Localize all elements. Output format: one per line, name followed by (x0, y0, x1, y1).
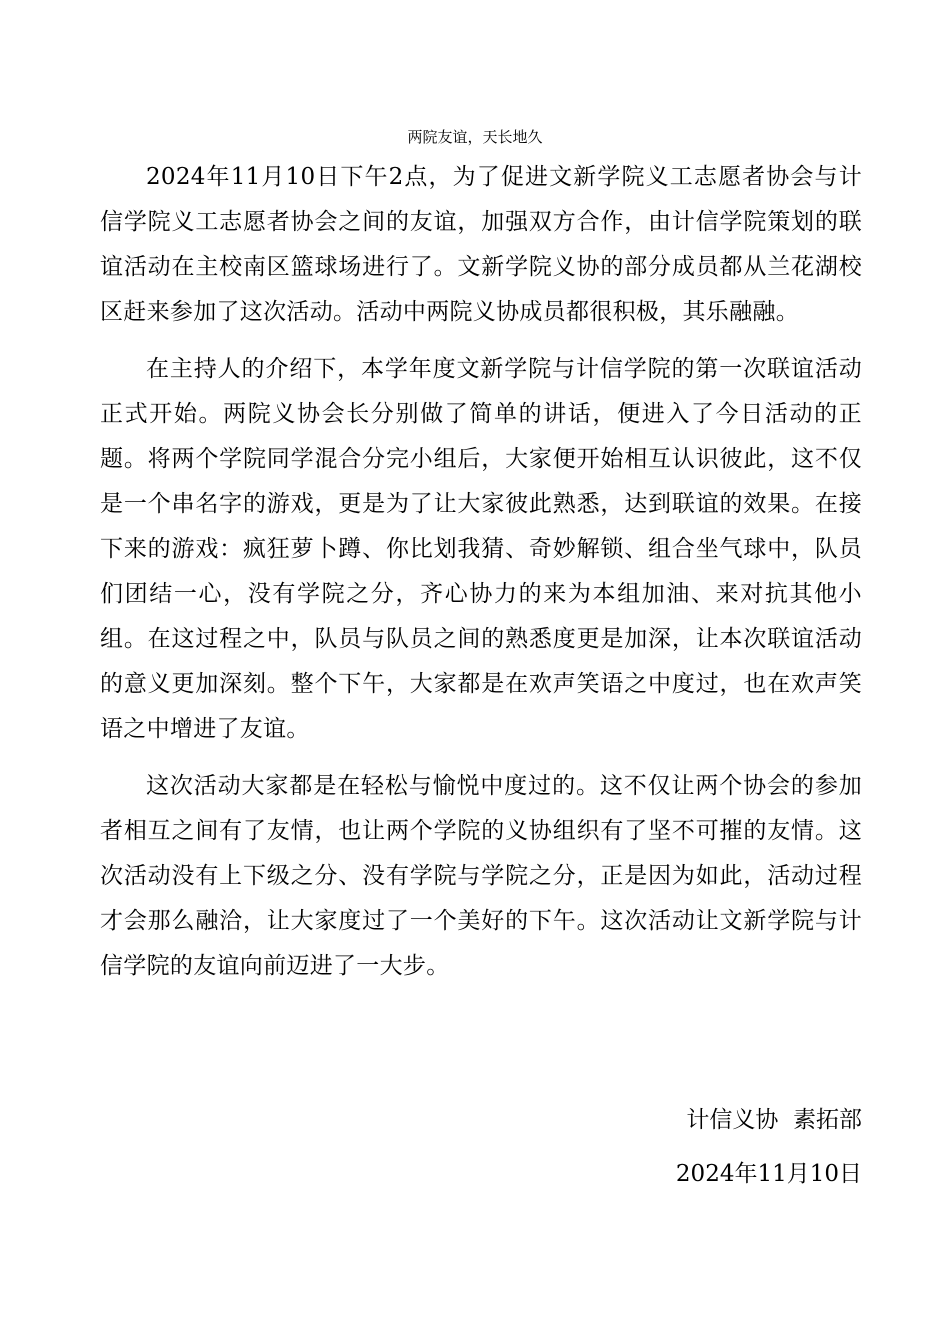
document-body (100, 155, 862, 1001)
paragraph-1: 2024年11月10日下午2点，为了促进文新学院义工志愿者协会与计信学院义工志愿者协会之间的友谊，加强双方合作，由计信学院策划的联谊活动在主校南区篮球场进行了。文新学院义协的部分成员都从兰花湖校区赶来参加了这次活动。活动中两院义协成员都很积极，其乐融融。 (100, 164, 862, 325)
paragraph-3: 这次活动大家都是在轻松与愉悦中度过的。这不仅让两个协会的参加者相互之间有了友情，也让两个学院的义协组织有了坚不可摧的友情。这次活动没有上下级之分、没有学院与学院之分，正是因为如此，活动过程才会那么融洽，让大家度过了一个美好的下午。这次活动让文新学院与计信学院的友谊向前迈进了一大步。 (100, 773, 862, 979)
signature-organization: 计信义协 素拓部 (686, 1107, 862, 1133)
paragraph-2: 在主持人的介绍下，本学年度文新学院与计信学院的第一次联谊活动正式开始。两院义协会长分别做了简单的讲话，便进入了今日活动的正题。将两个学院同学混合分完小组后，大家便开始相互认识彼此，这不仅是一个串名字的游戏，更是为了让大家彼此熟悉，达到联谊的效果。在接下来的游戏：疯狂萝卜蹲、你比划我猜、奇妙解锁、组合坐气球中，队员们团结一心，没有学院之分，齐心协力的来为本组加油、来对抗其他小组。在这过程之中，队员与队员之间的熟悉度更是加深，让本次联谊活动的意义更加深刻。整个下午，大家都是在欢声笑语之中度过，也在欢声笑语之中增进了友谊。 (100, 356, 862, 742)
signature-date: 2024年11月10日 (675, 1161, 862, 1187)
document-title: 两院友谊，天长地久 (407, 128, 543, 146)
